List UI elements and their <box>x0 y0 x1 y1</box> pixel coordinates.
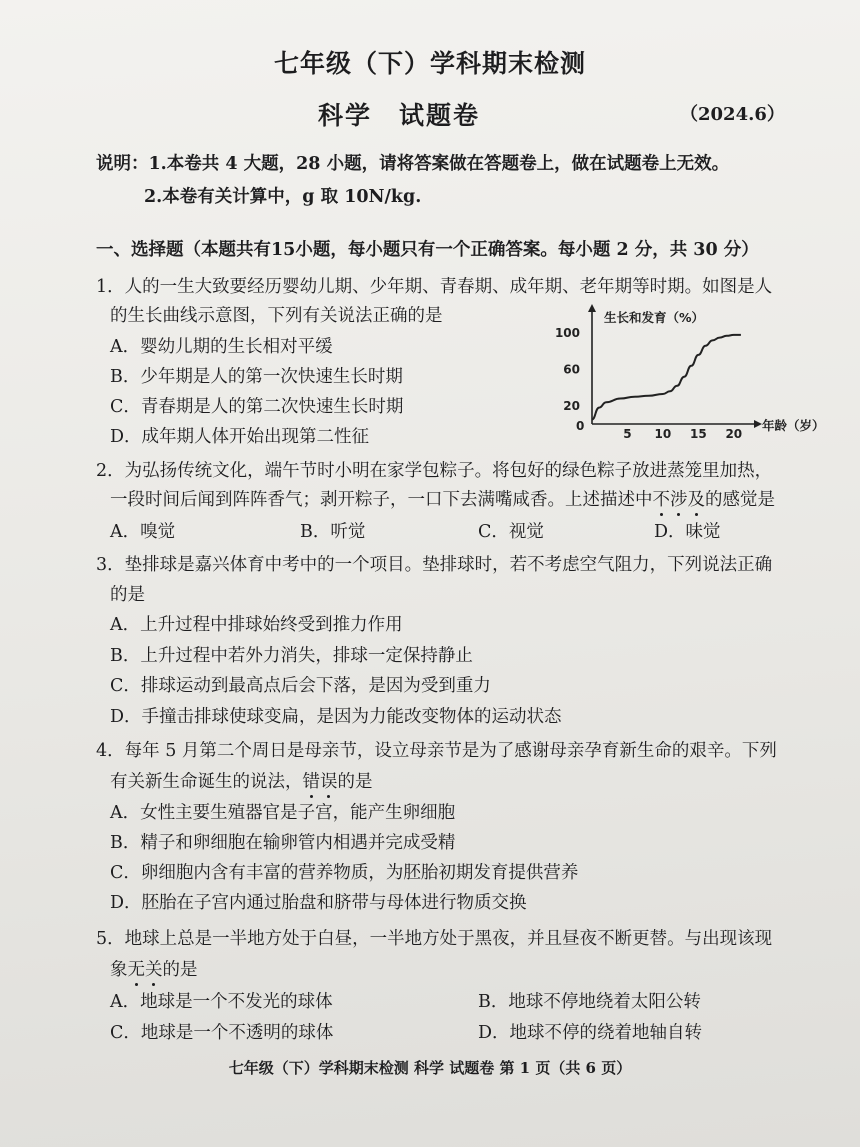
emphasis-char: 无 <box>127 960 145 980</box>
y-tick-label: 60 <box>563 362 580 377</box>
question-4-option-d: D．胚胎在子宫内通过胎盘和脐带与母体进行物质交换 <box>110 893 527 913</box>
emphasis-char: 错 <box>302 772 320 792</box>
question-5-stem-2-pre: 象 <box>110 960 128 980</box>
question-4-stem-2-pre: 有关新生命诞生的说法， <box>110 772 303 792</box>
question-3-stem-2: 的是 <box>110 585 145 605</box>
instructions-label: 说明： <box>96 154 149 174</box>
x-tick-label: 15 <box>690 426 707 441</box>
emphasis-char: 及 <box>687 490 705 510</box>
question-4-option-a: A．女性主要生殖器官是子宫，能产生卵细胞 <box>110 803 456 823</box>
instructions-line-2: 2.本卷有关计算中，g 取 10N/kg. <box>144 187 422 207</box>
emphasis-char: 误 <box>320 772 338 792</box>
question-4-stem-1: 4．每年 5 月第二个周日是母亲节，设立母亲节是为了感谢母亲孕育新生命的艰辛。下列 <box>96 741 777 761</box>
y-axis-arrow <box>588 304 596 312</box>
question-4-stem-2 <box>110 768 373 793</box>
question-2-stem-2 <box>110 486 775 511</box>
question-3-option-d: D．手撞击排球使球变扁，是因为力能改变物体的运动状态 <box>110 707 562 727</box>
question-2-stem-2-post: 的感觉是 <box>705 490 775 510</box>
question-2-option-b: B．听觉 <box>300 522 366 542</box>
question-1-option-a: A．婴幼儿期的生长相对平缓 <box>110 337 333 357</box>
question-3-option-b: B．上升过程中若外力消失，排球一定保持静止 <box>110 646 473 666</box>
x-tick-label: 5 <box>623 426 632 441</box>
exam-date: （2024.6） <box>680 104 785 125</box>
emphasis-char: 关 <box>145 960 163 980</box>
growth-chart <box>550 300 825 441</box>
question-1-option-b: B．少年期是人的第一次快速生长时期 <box>110 367 403 387</box>
question-5-stem-2-post: 的是 <box>162 960 198 980</box>
question-5-option-a: A．地球是一个不发光的球体 <box>110 992 333 1012</box>
question-4-option-c: C．卵细胞内含有丰富的营养物质，为胚胎初期发育提供营养 <box>110 863 579 883</box>
x-tick-label: 10 <box>654 426 672 441</box>
question-5-stem-2 <box>110 956 198 981</box>
y-axis-label: 生长和发育（%） <box>604 310 705 325</box>
question-2-option-c: C．视觉 <box>478 522 544 542</box>
emphasis-char: 涉 <box>670 490 688 510</box>
question-2-stem-2-pre: 一段时间后闻到阵阵香气；剥开粽子，一口下去满嘴咸香。上述描述中 <box>110 490 653 510</box>
question-5-stem-1: 5．地球上总是一半地方处于白昼，一半地方处于黑夜，并且昼夜不断更替。与出现该现 <box>96 929 773 949</box>
instructions-line-1 <box>96 150 729 175</box>
question-3-stem-1: 3．垫排球是嘉兴体育中考中的一个项目。垫排球时，若不考虑空气阻力，下列说法正确 <box>96 555 773 575</box>
question-3-option-a: A．上升过程中排球始终受到推力作用 <box>110 615 403 635</box>
emphasis-char: 不 <box>652 490 670 510</box>
question-1-stem-1: 1．人的一生大致要经历婴幼儿期、少年期、青春期、成年期、老年期等时期。如图是人 <box>96 277 773 297</box>
x-axis-label: 年龄（岁） <box>762 418 825 433</box>
section-heading: 一、选择题（本题共有15小题，每小题只有一个正确答案。每小题 2 分，共 30 分） <box>96 240 759 260</box>
y-tick-label: 20 <box>563 398 580 413</box>
page-title: 七年级（下）学科期末检测 <box>273 49 586 78</box>
page-subtitle: 科学 试题卷 <box>318 101 481 130</box>
x-axis-arrow <box>754 420 762 428</box>
x-tick-label: 20 <box>725 426 743 441</box>
question-5-option-d: D．地球不停的绕着地轴自转 <box>478 1023 703 1043</box>
question-4-stem-2-post: 的是 <box>337 772 373 792</box>
question-5-option-c: C．地球是一个不透明的球体 <box>110 1023 334 1043</box>
question-5-option-b: B．地球不停地绕着太阳公转 <box>478 992 701 1012</box>
page-footer: 七年级（下）学科期末检测 科学 试题卷 第 1 页（共 6 页） <box>228 1059 632 1077</box>
question-2-option-a: A．嗅觉 <box>110 522 176 542</box>
question-4-option-b: B．精子和卵细胞在输卵管内相遇并完成受精 <box>110 833 456 853</box>
instructions-text-1: 1.本卷共 4 大题，28 小题，请将答案做在答题卷上，做在试题卷上无效。 <box>148 154 730 174</box>
question-1-stem-2: 的生长曲线示意图，下列有关说法正确的是 <box>110 306 443 326</box>
question-2-option-d: D．味觉 <box>654 522 721 542</box>
y-tick-label: 100 <box>554 326 580 341</box>
question-1-option-c: C．青春期是人的第二次快速生长时期 <box>110 397 404 417</box>
question-3-option-c: C．排球运动到最高点后会下落，是因为受到重力 <box>110 676 491 696</box>
question-2-stem-1: 2．为弘扬传统文化，端午节时小明在家学包粽子。将包好的绿色粽子放进蒸笼里加热， <box>96 461 773 481</box>
question-1-option-d: D．成年期人体开始出现第二性征 <box>110 427 370 447</box>
origin-label: 0 <box>576 419 585 433</box>
growth-curve <box>592 335 741 420</box>
